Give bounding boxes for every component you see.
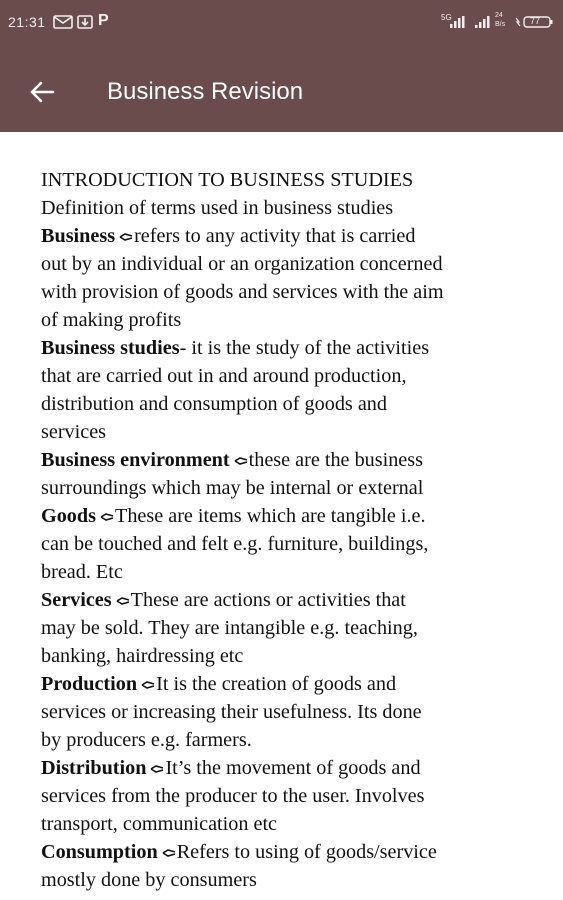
line-text: distribution and consumption of goods and xyxy=(41,393,387,415)
text-line xyxy=(41,726,541,754)
line-text: can be touched and felt e.g. furniture, buildings, xyxy=(41,533,429,555)
revision-text xyxy=(41,166,541,894)
line-text: These are actions or activities that xyxy=(130,589,406,611)
line-text: These are items which are tangible i.e. xyxy=(114,505,426,527)
line-text: may be sold. They are intangible e.g. teaching, xyxy=(41,617,418,639)
status-bar xyxy=(0,0,563,52)
signal-icon xyxy=(474,15,490,29)
text-line xyxy=(41,838,541,866)
line-text: transport, communication etc xyxy=(41,813,278,835)
battery-level: 77 xyxy=(530,16,541,26)
text-line xyxy=(41,474,541,502)
network-type: 5G xyxy=(441,13,452,22)
gmail-icon xyxy=(53,15,73,29)
dash-mark-icon xyxy=(150,765,164,773)
text-line xyxy=(41,810,541,838)
text-line xyxy=(41,166,541,194)
text-line xyxy=(41,614,541,642)
text-line xyxy=(41,502,541,530)
line-text: It’s the movement of goods and xyxy=(165,757,421,779)
term-heading: Services xyxy=(41,589,112,611)
dash-mark-icon xyxy=(119,233,133,241)
text-line xyxy=(41,642,541,670)
text-line xyxy=(41,334,541,362)
term-heading: Business studies xyxy=(41,337,180,359)
line-text: Refers to using of goods/service xyxy=(176,841,437,863)
back-button[interactable] xyxy=(22,74,62,110)
line-text: these are the business xyxy=(248,449,423,471)
text-line xyxy=(41,446,541,474)
text-line xyxy=(41,586,541,614)
text-line xyxy=(41,194,541,222)
line-text: surroundings which may be internal or external xyxy=(41,477,424,499)
line-text: of making profits xyxy=(41,309,182,331)
download-icon xyxy=(77,15,93,29)
line-text: with provision of goods and services with the aim xyxy=(41,281,444,303)
dash-mark-icon xyxy=(234,457,248,465)
text-line xyxy=(41,390,541,418)
text-line xyxy=(41,278,541,306)
line-text: services from the producer to the user. Involves xyxy=(41,785,425,807)
term-heading: Business xyxy=(41,225,116,247)
line-text: that are carried out in and around production, xyxy=(41,365,407,387)
line-text: out by an individual or an organization concerned xyxy=(41,253,443,275)
text-line xyxy=(41,782,541,810)
line-text: INTRODUCTION TO BUSINESS STUDIES xyxy=(41,169,414,191)
line-text: services or increasing their usefulness. Its done xyxy=(41,701,422,723)
line-text: mostly done by consumers xyxy=(41,869,257,891)
text-line xyxy=(41,754,541,782)
data-speed-unit: B/s xyxy=(495,21,506,28)
page-title: Business Revision xyxy=(107,78,304,105)
term-heading: Production xyxy=(41,673,138,695)
term-heading: Business environment xyxy=(41,449,230,471)
term-heading: Goods xyxy=(41,505,96,527)
status-time: 21:31 xyxy=(8,14,46,30)
dash-mark-icon xyxy=(100,513,114,521)
text-line xyxy=(41,362,541,390)
text-line xyxy=(41,418,541,446)
text-line xyxy=(41,250,541,278)
dash-mark-icon xyxy=(116,597,130,605)
line-text: by producers e.g. farmers. xyxy=(41,729,252,751)
text-line xyxy=(41,698,541,726)
text-line xyxy=(41,866,541,894)
line-text: - it is the study of the activities xyxy=(179,337,430,359)
line-text: refers to any activity that is carried xyxy=(134,225,416,247)
data-speed-value: 24 xyxy=(495,12,503,19)
line-text: Definition of terms used in business studies xyxy=(41,197,394,219)
line-text: banking, hairdressing etc xyxy=(41,645,244,667)
term-heading: Distribution xyxy=(41,757,147,779)
line-text: It is the creation of goods and xyxy=(156,673,397,695)
text-line xyxy=(41,558,541,586)
line-text: bread. Etc xyxy=(41,561,123,583)
text-line xyxy=(41,530,541,558)
dash-mark-icon xyxy=(141,681,155,689)
text-line xyxy=(41,306,541,334)
text-line xyxy=(41,222,541,250)
app-notification-icon: P xyxy=(98,12,109,29)
text-line xyxy=(41,670,541,698)
back-arrow-icon xyxy=(22,74,62,110)
dash-mark-icon xyxy=(162,849,176,857)
term-heading: Consumption xyxy=(41,841,158,863)
signal-icon xyxy=(449,15,465,29)
app-bar xyxy=(0,52,563,132)
line-text: services xyxy=(41,421,107,443)
